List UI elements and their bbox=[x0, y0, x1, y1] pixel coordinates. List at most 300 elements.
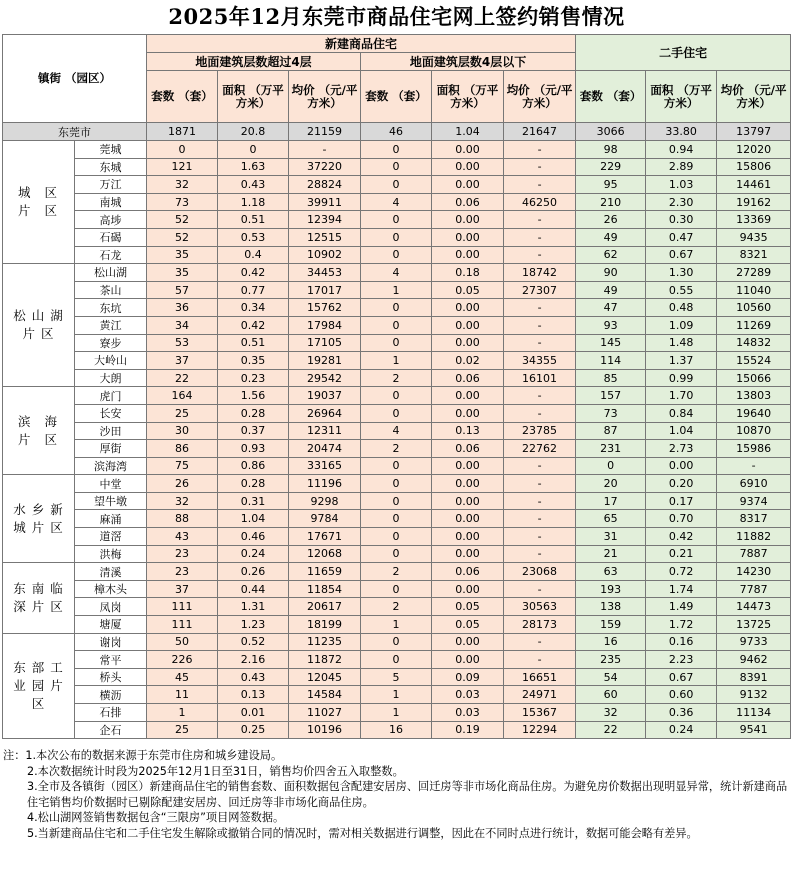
table-cell: 0.34 bbox=[218, 299, 289, 317]
table-cell: 52 bbox=[147, 228, 218, 246]
table-cell: 193 bbox=[576, 580, 646, 598]
table-cell: 0.00 bbox=[432, 228, 504, 246]
table-cell: 12294 bbox=[504, 721, 576, 739]
table-cell: 0.24 bbox=[218, 545, 289, 563]
col-price-header: 均价 （元/平方米） bbox=[289, 71, 361, 123]
table-cell: 0.53 bbox=[218, 228, 289, 246]
table-cell: 37 bbox=[147, 580, 218, 598]
table-cell: 0.00 bbox=[432, 510, 504, 528]
table-cell: 8391 bbox=[717, 668, 791, 686]
table-cell: 0 bbox=[361, 141, 432, 159]
table-cell: 0 bbox=[361, 580, 432, 598]
table-cell: 11235 bbox=[289, 633, 361, 651]
table-cell: 0.03 bbox=[432, 704, 504, 722]
table-row bbox=[3, 633, 791, 651]
table-cell: 11659 bbox=[289, 563, 361, 581]
district-label: 东部工业园片区 bbox=[3, 633, 75, 739]
table-cell: 34355 bbox=[504, 352, 576, 370]
table-cell: 23785 bbox=[504, 422, 576, 440]
town-name: 高埗 bbox=[75, 211, 147, 229]
table-cell: 0.21 bbox=[646, 545, 717, 563]
table-cell: 35 bbox=[147, 264, 218, 282]
table-cell: 17671 bbox=[289, 528, 361, 546]
table-row bbox=[3, 369, 791, 387]
table-cell: 2 bbox=[361, 563, 432, 581]
town-name: 茶山 bbox=[75, 281, 147, 299]
table-cell: 13797 bbox=[717, 123, 791, 141]
table-cell: 0.00 bbox=[432, 492, 504, 510]
table-row bbox=[3, 528, 791, 546]
table-cell: 0.26 bbox=[218, 563, 289, 581]
district-label: 松山湖片区 bbox=[3, 264, 75, 387]
table-cell: 33165 bbox=[289, 457, 361, 475]
table-row bbox=[3, 668, 791, 686]
table-cell: 9132 bbox=[717, 686, 791, 704]
table-cell: 17 bbox=[576, 492, 646, 510]
table-cell: 32 bbox=[147, 176, 218, 194]
above-4-floors-header: 地面建筑层数超过4层 bbox=[147, 53, 361, 71]
table-cell: 1 bbox=[361, 686, 432, 704]
table-cell: 0.42 bbox=[646, 528, 717, 546]
table-cell: 10196 bbox=[289, 721, 361, 739]
table-cell: 33.80 bbox=[646, 123, 717, 141]
footnote: 3.全市及各镇街（园区）新建商品住宅的销售套数、面积数据包含配建安居房、回迁房等非市场化商品住房。为避免房价数据出现明显异常，统计新建商品住宅销售均价数据时已剔除配建安居房、回迁房等非市场化商品住房。 bbox=[27, 780, 788, 809]
table-cell: 0 bbox=[361, 211, 432, 229]
table-row bbox=[3, 422, 791, 440]
footnotes bbox=[3, 748, 789, 841]
table-cell: - bbox=[504, 246, 576, 264]
table-cell: 73 bbox=[147, 193, 218, 211]
table-row bbox=[3, 704, 791, 722]
table-cell: 1.31 bbox=[218, 598, 289, 616]
col-price-header: 均价 （元/平方米） bbox=[717, 71, 791, 123]
table-cell: 0.35 bbox=[218, 352, 289, 370]
table-cell: 26 bbox=[147, 475, 218, 493]
table-cell: 229 bbox=[576, 158, 646, 176]
table-cell: 0.23 bbox=[218, 369, 289, 387]
table-cell: 25 bbox=[147, 721, 218, 739]
town-name: 望牛墩 bbox=[75, 492, 147, 510]
table-cell: 14584 bbox=[289, 686, 361, 704]
table-cell: 11040 bbox=[717, 281, 791, 299]
table-cell: 11854 bbox=[289, 580, 361, 598]
table-cell: 28173 bbox=[504, 616, 576, 634]
table-cell: 32 bbox=[147, 492, 218, 510]
col-units-header: 套数 （套） bbox=[576, 71, 646, 123]
table-cell: 0 bbox=[361, 228, 432, 246]
table-cell: 47 bbox=[576, 299, 646, 317]
district-label: 东南临深片区 bbox=[3, 563, 75, 633]
table-cell: 0.84 bbox=[646, 404, 717, 422]
town-name: 大朗 bbox=[75, 369, 147, 387]
table-cell: 0.00 bbox=[432, 404, 504, 422]
table-cell: 21 bbox=[576, 545, 646, 563]
table-row bbox=[3, 141, 791, 159]
table-cell: 1871 bbox=[147, 123, 218, 141]
table-cell: 1 bbox=[147, 704, 218, 722]
table-cell: 231 bbox=[576, 440, 646, 458]
table-cell: 7887 bbox=[717, 545, 791, 563]
table-row bbox=[3, 686, 791, 704]
table-cell: 164 bbox=[147, 387, 218, 405]
table-cell: 0.00 bbox=[432, 651, 504, 669]
table-cell: 0 bbox=[218, 141, 289, 159]
table-row bbox=[3, 299, 791, 317]
table-cell: 13803 bbox=[717, 387, 791, 405]
table-cell: - bbox=[504, 404, 576, 422]
table-cell: 34453 bbox=[289, 264, 361, 282]
table-cell: 62 bbox=[576, 246, 646, 264]
table-cell: 19162 bbox=[717, 193, 791, 211]
table-cell: 1.48 bbox=[646, 334, 717, 352]
table-row bbox=[3, 281, 791, 299]
table-cell: 27289 bbox=[717, 264, 791, 282]
table-cell: 46 bbox=[361, 123, 432, 141]
table-cell: 0.28 bbox=[218, 475, 289, 493]
table-cell: 34 bbox=[147, 316, 218, 334]
table-cell: 0.19 bbox=[432, 721, 504, 739]
table-cell: 52 bbox=[147, 211, 218, 229]
table-cell: 0.00 bbox=[432, 387, 504, 405]
table-cell: 0.06 bbox=[432, 369, 504, 387]
table-cell: - bbox=[504, 510, 576, 528]
table-cell: - bbox=[504, 299, 576, 317]
table-cell: - bbox=[504, 141, 576, 159]
table-cell: 6910 bbox=[717, 475, 791, 493]
table-cell: 0.00 bbox=[432, 528, 504, 546]
table-cell: 10902 bbox=[289, 246, 361, 264]
table-row bbox=[3, 246, 791, 264]
town-name: 石龙 bbox=[75, 246, 147, 264]
table-cell: 11882 bbox=[717, 528, 791, 546]
table-cell: 25 bbox=[147, 404, 218, 422]
town-header: 镇街 （园区） bbox=[3, 35, 147, 123]
table-cell: 0.06 bbox=[432, 563, 504, 581]
table-cell: 0.24 bbox=[646, 721, 717, 739]
table-cell: 49 bbox=[576, 281, 646, 299]
table-cell: 1.18 bbox=[218, 193, 289, 211]
table-cell: 4 bbox=[361, 422, 432, 440]
table-cell: 0.77 bbox=[218, 281, 289, 299]
table-cell: 1.63 bbox=[218, 158, 289, 176]
table-cell: 0.52 bbox=[218, 633, 289, 651]
table-cell: 11269 bbox=[717, 316, 791, 334]
table-cell: 1 bbox=[361, 704, 432, 722]
table-cell: 1.04 bbox=[646, 422, 717, 440]
table-cell: 9541 bbox=[717, 721, 791, 739]
table-cell: 36 bbox=[147, 299, 218, 317]
table-cell: 0.42 bbox=[218, 316, 289, 334]
table-cell: 22762 bbox=[504, 440, 576, 458]
table-row bbox=[3, 193, 791, 211]
table-cell: - bbox=[504, 633, 576, 651]
table-cell: 11027 bbox=[289, 704, 361, 722]
table-cell: 10560 bbox=[717, 299, 791, 317]
table-cell: 12311 bbox=[289, 422, 361, 440]
table-cell: 0 bbox=[361, 387, 432, 405]
footnote: 4.松山湖网签销售数据包含“三限房”项目网签数据。 bbox=[27, 811, 285, 824]
table-cell: 0.00 bbox=[432, 211, 504, 229]
town-name: 东城 bbox=[75, 158, 147, 176]
table-cell: 0.00 bbox=[432, 633, 504, 651]
table-cell: 11872 bbox=[289, 651, 361, 669]
table-cell: 12045 bbox=[289, 668, 361, 686]
col-units-header: 套数 （套） bbox=[361, 71, 432, 123]
table-cell: - bbox=[504, 334, 576, 352]
table-cell: 60 bbox=[576, 686, 646, 704]
table-cell: 0.00 bbox=[432, 158, 504, 176]
table-cell: - bbox=[504, 176, 576, 194]
table-cell: 159 bbox=[576, 616, 646, 634]
district-label: 滨海片区 bbox=[3, 387, 75, 475]
table-cell: 1 bbox=[361, 352, 432, 370]
table-cell: 15762 bbox=[289, 299, 361, 317]
table-row bbox=[3, 651, 791, 669]
table-cell: 1.70 bbox=[646, 387, 717, 405]
table-cell: 0.09 bbox=[432, 668, 504, 686]
table-cell: 46250 bbox=[504, 193, 576, 211]
table-row bbox=[3, 510, 791, 528]
table-cell: 0.00 bbox=[432, 246, 504, 264]
town-name: 塘厦 bbox=[75, 616, 147, 634]
table-cell: 0.72 bbox=[646, 563, 717, 581]
table-cell: 0.02 bbox=[432, 352, 504, 370]
table-cell: 23 bbox=[147, 545, 218, 563]
table-cell: 2 bbox=[361, 598, 432, 616]
table-cell: 15367 bbox=[504, 704, 576, 722]
table-cell: 0.00 bbox=[432, 299, 504, 317]
table-row bbox=[3, 211, 791, 229]
table-cell: 0 bbox=[361, 404, 432, 422]
town-name: 长安 bbox=[75, 404, 147, 422]
table-cell: 9374 bbox=[717, 492, 791, 510]
table-cell: 24971 bbox=[504, 686, 576, 704]
table-cell: 15806 bbox=[717, 158, 791, 176]
table-cell: - bbox=[504, 457, 576, 475]
table-cell: 0.70 bbox=[646, 510, 717, 528]
table-cell: 0 bbox=[361, 528, 432, 546]
table-cell: 18199 bbox=[289, 616, 361, 634]
table-cell: 0.03 bbox=[432, 686, 504, 704]
table-cell: 8317 bbox=[717, 510, 791, 528]
table-cell: 0 bbox=[361, 633, 432, 651]
table-cell: 9733 bbox=[717, 633, 791, 651]
table-cell: 0.28 bbox=[218, 404, 289, 422]
table-cell: - bbox=[504, 492, 576, 510]
table-cell: - bbox=[504, 316, 576, 334]
table-row bbox=[3, 457, 791, 475]
table-cell: 90 bbox=[576, 264, 646, 282]
table-cell: 0.48 bbox=[646, 299, 717, 317]
town-name: 道滘 bbox=[75, 528, 147, 546]
table-cell: 2.23 bbox=[646, 651, 717, 669]
town-name: 万江 bbox=[75, 176, 147, 194]
table-cell: 9435 bbox=[717, 228, 791, 246]
table-row bbox=[3, 334, 791, 352]
table-cell: 27307 bbox=[504, 281, 576, 299]
table-cell: 18742 bbox=[504, 264, 576, 282]
table-cell: - bbox=[504, 651, 576, 669]
table-cell: 138 bbox=[576, 598, 646, 616]
table-cell: 0.86 bbox=[218, 457, 289, 475]
table-cell: 73 bbox=[576, 404, 646, 422]
table-row bbox=[3, 387, 791, 405]
table-cell: 75 bbox=[147, 457, 218, 475]
table-cell: 87 bbox=[576, 422, 646, 440]
table-cell: 19281 bbox=[289, 352, 361, 370]
table-cell: 0.46 bbox=[218, 528, 289, 546]
table-row bbox=[3, 404, 791, 422]
town-name: 寮步 bbox=[75, 334, 147, 352]
table-cell: 12394 bbox=[289, 211, 361, 229]
table-cell: 17017 bbox=[289, 281, 361, 299]
table-cell: 0.60 bbox=[646, 686, 717, 704]
table-cell: 0.93 bbox=[218, 440, 289, 458]
below-4-floors-header: 地面建筑层数4层以下 bbox=[361, 53, 576, 71]
table-cell: 22 bbox=[147, 369, 218, 387]
town-name: 松山湖 bbox=[75, 264, 147, 282]
table-cell: 111 bbox=[147, 598, 218, 616]
table-cell: 0 bbox=[361, 545, 432, 563]
table-cell: 0.00 bbox=[432, 580, 504, 598]
table-cell: 16651 bbox=[504, 668, 576, 686]
table-cell: 0.67 bbox=[646, 246, 717, 264]
table-cell: 0.36 bbox=[646, 704, 717, 722]
table-row bbox=[3, 616, 791, 634]
table-cell: - bbox=[504, 387, 576, 405]
col-area-header: 面积 （万平方米） bbox=[218, 71, 289, 123]
table-cell: 0 bbox=[361, 651, 432, 669]
footnote: 2.本次数据统计时段为2025年12月1日至31日，销售均价四舍五入取整数。 bbox=[27, 764, 404, 778]
city-total-row bbox=[3, 123, 791, 141]
table-cell: 95 bbox=[576, 176, 646, 194]
table-cell: - bbox=[504, 545, 576, 563]
table-cell: 114 bbox=[576, 352, 646, 370]
table-cell: 0.06 bbox=[432, 193, 504, 211]
table-cell: 0.30 bbox=[646, 211, 717, 229]
table-cell: 50 bbox=[147, 633, 218, 651]
table-cell: 35 bbox=[147, 246, 218, 264]
table-cell: 86 bbox=[147, 440, 218, 458]
table-cell: 0.00 bbox=[646, 457, 717, 475]
table-cell: 15524 bbox=[717, 352, 791, 370]
new-housing-header: 新建商品住宅 bbox=[147, 35, 576, 53]
table-cell: 14832 bbox=[717, 334, 791, 352]
town-name: 石排 bbox=[75, 704, 147, 722]
report-title: 2025年12月东莞市商品住宅网上签约销售情况 bbox=[168, 4, 625, 29]
table-cell: 63 bbox=[576, 563, 646, 581]
table-cell: 0.43 bbox=[218, 176, 289, 194]
table-cell: 65 bbox=[576, 510, 646, 528]
table-cell: 54 bbox=[576, 668, 646, 686]
footnote: 注：1.本次公布的数据来源于东莞市住房和城乡建设局。 bbox=[3, 749, 283, 762]
town-name: 南城 bbox=[75, 193, 147, 211]
table-cell: 30 bbox=[147, 422, 218, 440]
table-cell: 2.89 bbox=[646, 158, 717, 176]
table-cell: 0 bbox=[361, 492, 432, 510]
table-cell: 93 bbox=[576, 316, 646, 334]
table-cell: 12068 bbox=[289, 545, 361, 563]
town-name: 黄江 bbox=[75, 316, 147, 334]
table-cell: 0 bbox=[361, 334, 432, 352]
table-cell: 28824 bbox=[289, 176, 361, 194]
town-name: 沙田 bbox=[75, 422, 147, 440]
table-cell: 14230 bbox=[717, 563, 791, 581]
table-cell: 10870 bbox=[717, 422, 791, 440]
table-cell: 53 bbox=[147, 334, 218, 352]
table-cell: 45 bbox=[147, 668, 218, 686]
col-units-header: 套数 （套） bbox=[147, 71, 218, 123]
table-cell: 226 bbox=[147, 651, 218, 669]
table-cell: 1.56 bbox=[218, 387, 289, 405]
district-label: 城区片区 bbox=[3, 141, 75, 264]
table-cell: 0.43 bbox=[218, 668, 289, 686]
table-cell: 0.51 bbox=[218, 334, 289, 352]
table-cell: 5 bbox=[361, 668, 432, 686]
table-cell: 157 bbox=[576, 387, 646, 405]
table-cell: 12515 bbox=[289, 228, 361, 246]
table-cell: 32 bbox=[576, 704, 646, 722]
table-cell: 0.17 bbox=[646, 492, 717, 510]
table-row bbox=[3, 598, 791, 616]
town-name: 横沥 bbox=[75, 686, 147, 704]
town-name: 清溪 bbox=[75, 563, 147, 581]
table-cell: 1.72 bbox=[646, 616, 717, 634]
table-cell: 0.47 bbox=[646, 228, 717, 246]
table-cell: 0 bbox=[361, 176, 432, 194]
table-cell: 2 bbox=[361, 440, 432, 458]
table-cell: 0.42 bbox=[218, 264, 289, 282]
table-cell: 0.16 bbox=[646, 633, 717, 651]
table-cell: 0.13 bbox=[218, 686, 289, 704]
town-name: 常平 bbox=[75, 651, 147, 669]
table-cell: 0.18 bbox=[432, 264, 504, 282]
table-cell: 0.00 bbox=[432, 457, 504, 475]
table-cell: 0 bbox=[147, 141, 218, 159]
table-row bbox=[3, 721, 791, 739]
table-cell: 22 bbox=[576, 721, 646, 739]
table-cell: - bbox=[504, 580, 576, 598]
table-cell: 12020 bbox=[717, 141, 791, 159]
table-cell: - bbox=[504, 158, 576, 176]
table-cell: 16101 bbox=[504, 369, 576, 387]
table-cell: 0.05 bbox=[432, 598, 504, 616]
table-cell: 23068 bbox=[504, 563, 576, 581]
table-row bbox=[3, 264, 791, 282]
table-cell: 49 bbox=[576, 228, 646, 246]
second-hand-header: 二手住宅 bbox=[576, 35, 791, 71]
table-cell: 210 bbox=[576, 193, 646, 211]
town-name: 厚街 bbox=[75, 440, 147, 458]
table-cell: - bbox=[504, 528, 576, 546]
table-cell: 85 bbox=[576, 369, 646, 387]
table-cell: 1 bbox=[361, 281, 432, 299]
col-price-header: 均价 （元/平方米） bbox=[504, 71, 576, 123]
town-name: 桥头 bbox=[75, 668, 147, 686]
table-cell: 7787 bbox=[717, 580, 791, 598]
table-cell: 9298 bbox=[289, 492, 361, 510]
table-cell: 0.00 bbox=[432, 141, 504, 159]
col-area-header: 面积 （万平方米） bbox=[646, 71, 717, 123]
table-cell: 0.67 bbox=[646, 668, 717, 686]
table-cell: 4 bbox=[361, 264, 432, 282]
table-cell: 0 bbox=[361, 475, 432, 493]
table-cell: - bbox=[289, 141, 361, 159]
footnote: 5.当新建商品住宅和二手住宅发生解除或撤销合同的情况时，需对相关数据进行调整，因此在不同时点进行统计，数据可能会略有差异。 bbox=[27, 826, 698, 840]
table-cell: 20617 bbox=[289, 598, 361, 616]
table-cell: 14461 bbox=[717, 176, 791, 194]
table-cell: 20 bbox=[576, 475, 646, 493]
